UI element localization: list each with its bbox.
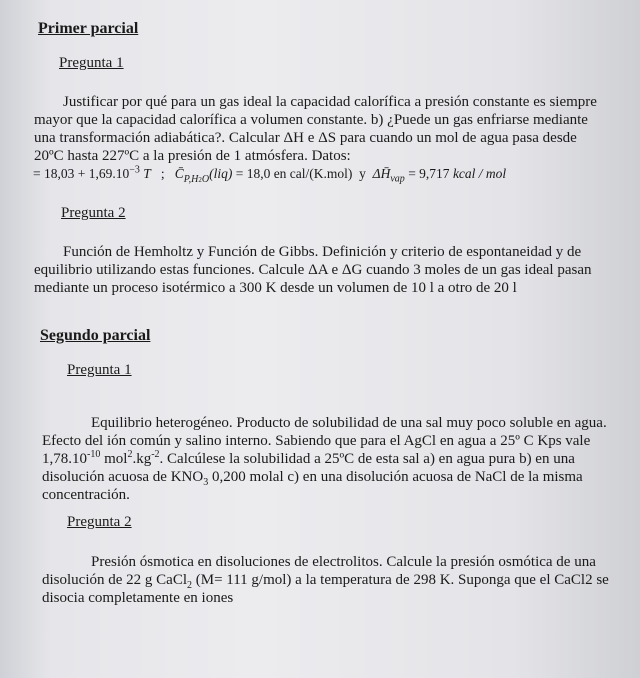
data-formula: = $18,03 + 1,69.10^{-3}$ T ; $C̄_{P,H2O}(liq) = 18,0$ en cal/(K.mol) y $\Delta H̄_{vap} = 9,717$ kcal / mol (33, 164, 507, 185)
question-text-line: Justificar por qué para un gas ideal la capacidad calorífica a presión constante es siempre (63, 94, 597, 110)
question-text-line: Presión ósmotica en disoluciones de electrolitos. Calcule la presión osmótica de una (91, 554, 596, 570)
question-text-line: una transformación adiabática?. Calcular ΔH e ΔS para cuando un mol de agua pasa desde (34, 130, 577, 146)
question-text-line: $1,78.10^{-10}$ $mol^2.kg^{-2}$. Calcúlese la solubilidad a 25ºC de esta sal a) en agua pura b) en una (42, 449, 575, 467)
question-text-line: equilibrio utilizando estas funciones. Calcule ΔA e ΔG cuando 3 moles de un gas ideal pasan (34, 262, 592, 278)
question-text-line: disolución de 22 g CaCl$_2$ (M= 111 g/mol) a la temperatura de 298 K. Suponga que el CaCl2 se (42, 572, 609, 591)
question-text-line: mediante un proceso isotérmico a 300 K desde un volumen de 10 l a otro de 20 l (34, 280, 517, 296)
section-title-primer-parcial: Primer parcial (38, 20, 139, 37)
question-label: Pregunta 2 (61, 205, 126, 221)
question-text-line: concentración. (42, 487, 130, 503)
question-label: Pregunta 2 (67, 514, 132, 530)
question-text-line: disocia completamente en iones (42, 590, 234, 606)
question-text-line: Efecto del ión común y salino interno. Sabiendo que para el AgCl en agua a 25º C Kps vale (42, 433, 591, 449)
cp-liquid-symbol: C̄ (174, 166, 184, 181)
question-label: Pregunta 1 (67, 362, 132, 378)
question-text-line: Equilibrio heterogéneo. Producto de solubilidad de una sal muy poco soluble en agua. (91, 415, 607, 431)
question-text-line: 20ºC hasta 227ºC a la presión de 1 atmósfera. Datos: (34, 148, 351, 164)
section-title-segundo-parcial: Segundo parcial (40, 327, 151, 344)
delta-h-vap-symbol: ΔH̄ (372, 166, 391, 181)
question-text-line: Función de Hemholtz y Función de Gibbs. Definición y criterio de espontaneidad y de (63, 244, 582, 260)
question-label: Pregunta 1 (59, 55, 124, 71)
cp-gas-expression: = 18,03 + 1,69.10 (33, 166, 130, 181)
question-text-line: disolución acuosa de $KNO_3$ 0,200 molal c) en una disolución acuosa de NaCl de la misma (42, 469, 583, 488)
question-text-line: mayor que la capacidad calorífica a volumen constante. b) ¿Puede un gas enfriarse mediante (34, 112, 588, 128)
